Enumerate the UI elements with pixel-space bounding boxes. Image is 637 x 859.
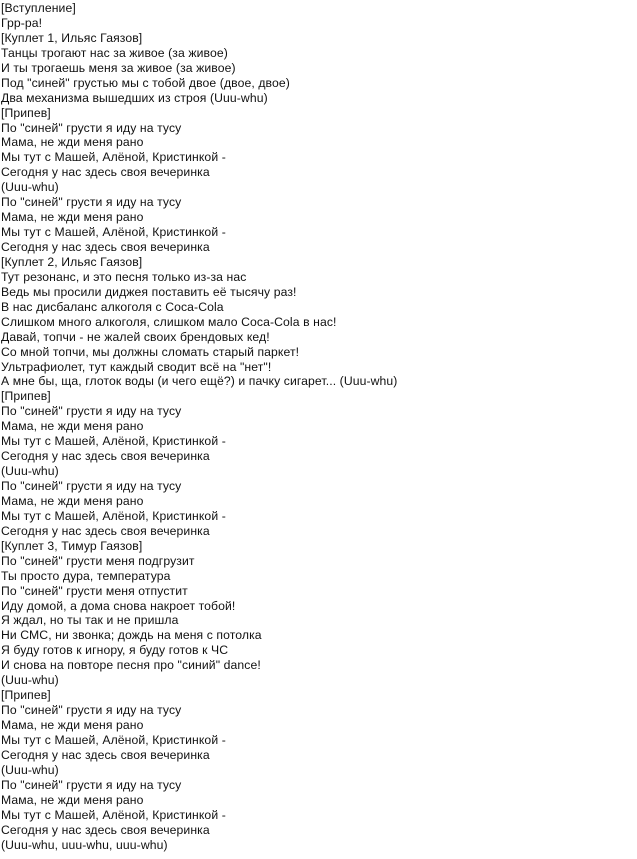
lyric-line: [Куплет 2, Ильяс Гаязов] <box>1 254 143 269</box>
lyric-line: Мы тут с Машей, Алёной, Кристинкой - <box>1 807 226 822</box>
lyric-line: Я буду готов к игнору, я буду готов к ЧС <box>1 643 229 658</box>
lyric-line: [Припев] <box>1 105 51 120</box>
lyric-line: Ведь мы просили диджея поставить её тысячу раз! <box>1 284 297 299</box>
lyric-line: Сегодня у нас здесь своя вечеринка <box>1 523 210 538</box>
lyric-line: Мы тут с Машей, Алёной, Кристинкой - <box>1 508 226 523</box>
lyric-line: Мы тут с Машей, Алёной, Кристинкой - <box>1 434 226 449</box>
lyric-line: Танцы трогают нас за живое (за живое) <box>1 45 228 60</box>
lyric-line: В нас дисбаланс алкоголя с Coca-Cola <box>1 299 224 314</box>
lyric-line: Тут резонанс, и это песня только из-за нас <box>1 269 247 284</box>
lyric-line: Ультрафиолет, тут каждый сводит всё на "нет"! <box>1 359 272 374</box>
lyric-line: Мама, не жди меня рано <box>1 419 144 434</box>
lyric-line: По "синей" грусти меня отпустит <box>1 583 188 598</box>
lyric-line: Мы тут с Машей, Алёной, Кристинкой - <box>1 732 226 747</box>
lyric-line: По "синей" грусти я иду на тусу <box>1 479 182 493</box>
lyric-line: И ты трогаешь меня за живое (за живое) <box>1 60 236 75</box>
lyric-line: По "синей" грусти меня подгрузит <box>1 553 195 568</box>
lyric-line: Грр-ра! <box>1 15 43 30</box>
lyric-line: [Припев] <box>1 389 51 404</box>
lyric-line: Ни СМС, ни звонка; дождь на меня с потолка <box>1 628 262 643</box>
lyric-line: Я ждал, но ты так и не пришла <box>1 613 179 628</box>
lyric-line: По "синей" грусти я иду на тусу <box>1 404 182 419</box>
lyric-line: (Uuu-whu, uuu-whu, uuu-whu) <box>1 837 168 852</box>
lyric-line: Мама, не жди меня рано <box>1 210 144 225</box>
lyric-line: Мама, не жди меня рано <box>1 792 144 807</box>
lyric-line: [Припев] <box>1 688 51 703</box>
lyric-line: Мы тут с Машей, Алёной, Кристинкой - <box>1 225 226 240</box>
lyric-line: Со мной топчи, мы должны сломать старый паркет! <box>1 344 300 359</box>
lyric-line: А мне бы, ща, глоток воды (и чего ещё?) и пачку сигарет... (Uuu-whu) <box>1 374 398 389</box>
lyric-line: И снова на повторе песня про "синий" dance! <box>1 658 261 673</box>
lyric-line: Сегодня у нас здесь своя вечеринка <box>1 449 210 464</box>
lyric-line: По "синей" грусти я иду на тусу <box>1 777 182 792</box>
lyric-line: [Куплет 3, Тимур Гаязов] <box>1 538 143 553</box>
lyric-line: Сегодня у нас здесь своя вечеринка <box>1 165 210 180</box>
lyric-line: (Uuu-whu) <box>1 180 59 195</box>
lyric-line: (Uuu-whu) <box>1 464 59 479</box>
lyric-line: (Uuu-whu) <box>1 762 59 777</box>
lyric-line: Ты просто дура, температура <box>1 568 171 583</box>
lyric-line: Сегодня у нас здесь своя вечеринка <box>1 822 210 837</box>
lyric-line: По "синей" грусти я иду на тусу <box>1 195 182 210</box>
lyric-line: [Вступление] <box>1 1 76 15</box>
lyric-line: Иду домой, а дома снова накроет тобой! <box>1 598 236 613</box>
lyric-line: (Uuu-whu) <box>1 673 59 688</box>
lyric-line: Слишком много алкоголя, слишком мало Coca-Cola в нас! <box>1 314 337 329</box>
lyric-line: [Куплет 1, Ильяс Гаязов] <box>1 30 143 45</box>
lyric-line: Мама, не жди меня рано <box>1 135 144 150</box>
lyric-line: Два механизма вышедших из строя (Uuu-whu) <box>1 90 268 105</box>
lyric-line: Мы тут с Машей, Алёной, Кристинкой - <box>1 150 226 165</box>
lyric-line: Под "синей" грустью мы с тобой двое (двое, двое) <box>1 75 290 90</box>
lyric-line: Мама, не жди меня рано <box>1 493 144 508</box>
lyric-line: Сегодня у нас здесь своя вечеринка <box>1 240 210 254</box>
lyric-line: По "синей" грусти я иду на тусу <box>1 703 182 718</box>
lyric-line: Сегодня у нас здесь своя вечеринка <box>1 747 210 762</box>
lyric-line: Давай, топчи - не жалей своих брендовых кед! <box>1 329 270 344</box>
lyric-line: Мама, не жди меня рано <box>1 718 144 732</box>
lyric-line: По "синей" грусти я иду на тусу <box>1 120 182 135</box>
